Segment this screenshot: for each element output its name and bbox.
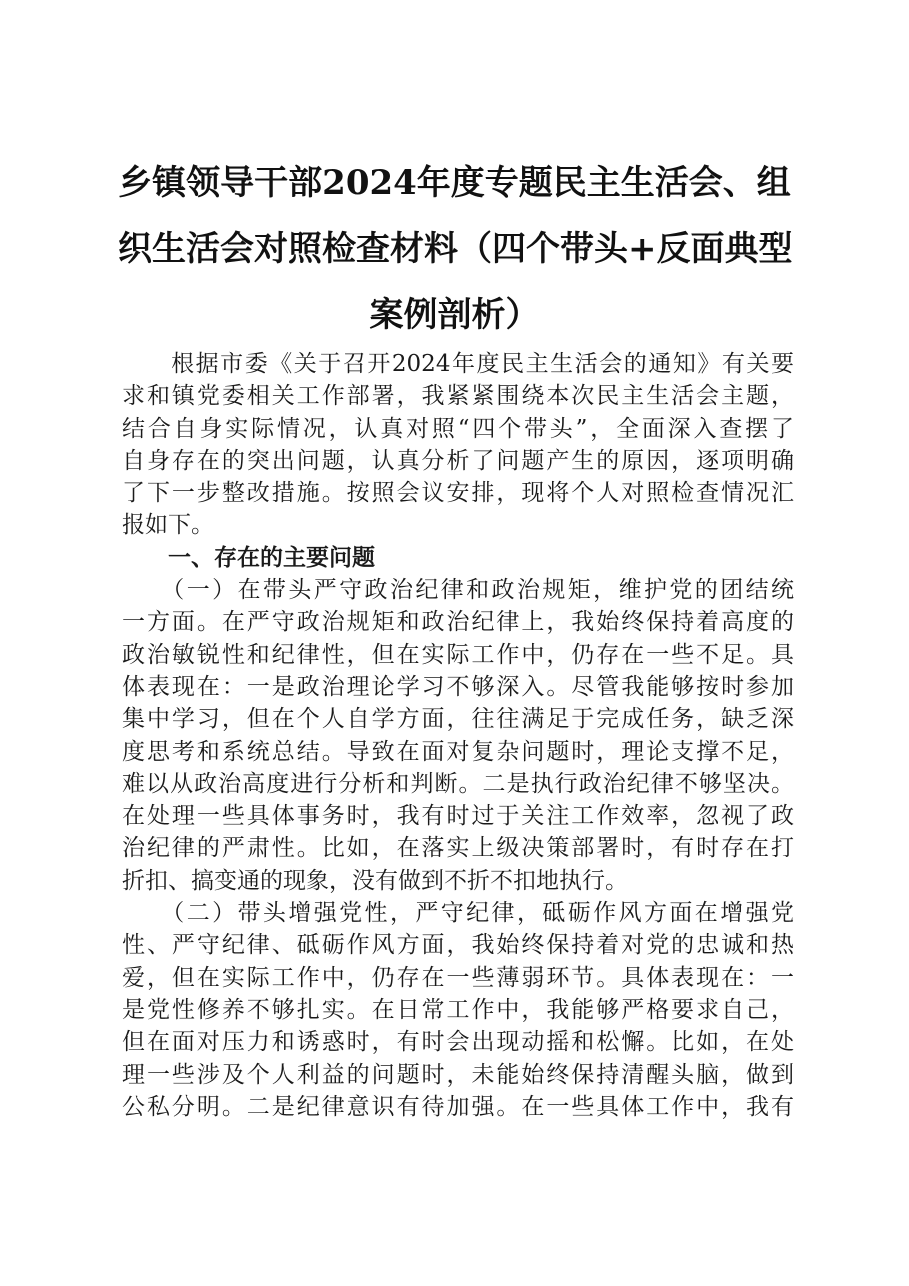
title-line-3: 案例剖析） <box>369 295 540 335</box>
body-line: 在处理一些具体事务时，我有时过于关注工作效率，忽视了政 <box>122 803 794 830</box>
body-line: 一方面。在严守政治规矩和政治纪律上，我始终保持着高度的 <box>122 609 794 636</box>
body-line: 折扣、搞变通的现象，没有做到不折不扣地执行。 <box>122 867 628 894</box>
body-line: 了下一步整改措施。按照会议安排，现将个人对照检查情况汇 <box>122 480 794 507</box>
body-line: 度思考和系统总结。导致在面对复杂问题时，理论支撑不足， <box>122 738 794 765</box>
document-body <box>122 348 794 1123</box>
body-line: 根据市委《关于召开2024年度民主生活会的通知》有关要 <box>122 351 794 377</box>
body-line: 难以从政治高度进行分析和判断。二是执行政治纪律不够坚决。 <box>122 770 794 797</box>
body-line: 体表现在：一是政治理论学习不够深入。尽管我能够按时参加 <box>122 673 794 700</box>
body-line: 求和镇党委相关工作部署，我紧紧围绕本次民主生活会主题， <box>122 383 794 410</box>
body-line: （二）带头增强党性，严守纪律，砥砺作风方面在增强党 <box>122 900 794 927</box>
body-line: （一）在带头严守政治纪律和政治规矩，维护党的团结统 <box>122 577 794 604</box>
body-line: 公私分明。二是纪律意识有待加强。在一些具体工作中，我有 <box>122 1093 794 1120</box>
body-line: 治纪律的严肃性。比如，在落实上级决策部署时，有时存在打 <box>122 835 794 862</box>
body-line: 性、严守纪律、砥砺作风方面，我始终保持着对党的忠诚和热 <box>122 932 794 959</box>
body-line: 报如下。 <box>122 512 214 539</box>
body-line: 自身存在的突出问题，认真分析了问题产生的原因，逐项明确 <box>122 447 794 474</box>
body-line: 政治敏锐性和纪律性，但在实际工作中，仍存在一些不足。具 <box>122 641 794 668</box>
title-line-2: 织生活会对照检查材料（四个带头+反面典型 <box>118 229 793 269</box>
body-line: 爱，但在实际工作中，仍存在一些薄弱环节。具体表现在：一 <box>122 964 794 991</box>
body-line: 是党性修养不够扎实。在日常工作中，我能够严格要求自己， <box>122 996 794 1023</box>
section-heading: 一、存在的主要问题 <box>122 544 375 571</box>
body-line: 理一些涉及个人利益的问题时，未能始终保持清醒头脑，做到 <box>122 1061 794 1088</box>
document-title <box>118 150 791 348</box>
body-line: 集中学习，但在个人自学方面，往往满足于完成任务，缺乏深 <box>122 706 794 733</box>
body-line: 结合自身实际情况，认真对照“四个带头”，全面深入查摆了 <box>122 415 794 442</box>
body-line: 但在面对压力和诱惑时，有时会出现动摇和松懈。比如，在处 <box>122 1029 794 1056</box>
title-line-1: 乡镇领导干部2024年度专题民主生活会、组 <box>118 163 791 203</box>
